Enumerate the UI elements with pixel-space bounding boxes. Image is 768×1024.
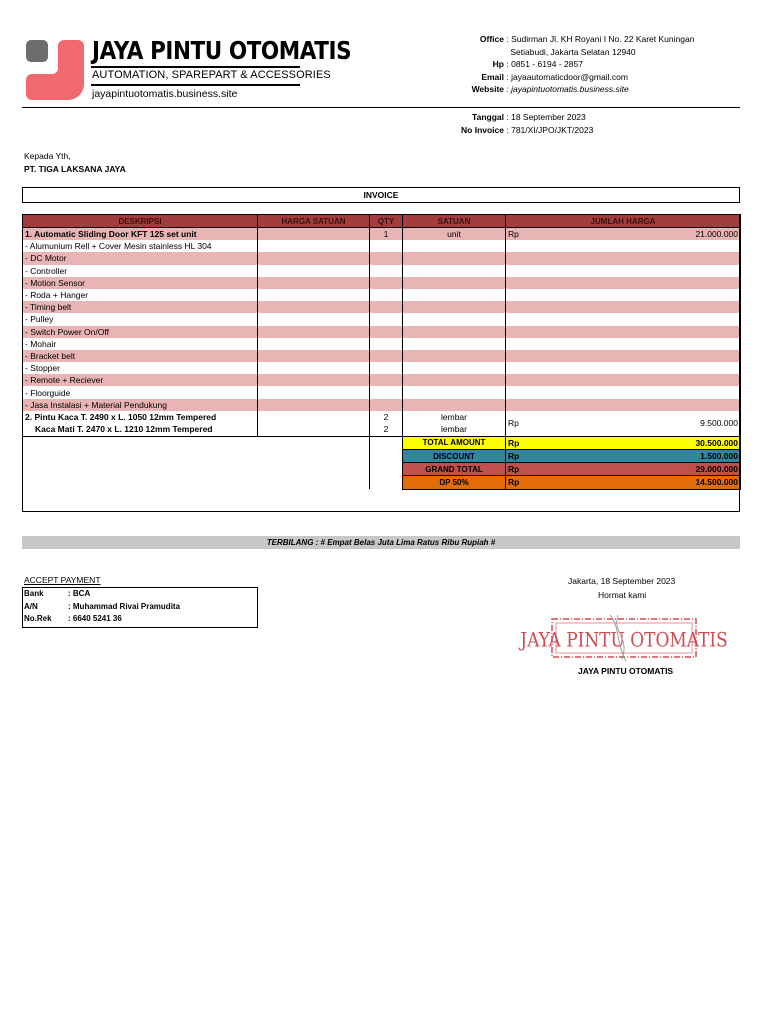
company-name: JAYA PINTU OTOMATIS <box>92 36 352 65</box>
sub-item: - Controller <box>23 265 258 277</box>
item-qty: 1 <box>370 228 403 241</box>
item-price <box>258 411 370 437</box>
office-line: Setiabudi, Jakarta Selatan 12940 <box>510 46 636 57</box>
col-header-harga: HARGA SATUAN <box>258 215 370 228</box>
item-qty: 2 2 <box>370 411 403 437</box>
table-row <box>23 228 741 241</box>
table-row <box>23 386 741 398</box>
item-desc: 2. Pintu Kaca T. 2490 x L. 1050 12mm Tempered Kaca Mati T. 2470 x L. 1210 12mm Tempered <box>23 411 258 437</box>
place-date: Jakarta, 18 September 2023 <box>568 576 676 586</box>
office-info <box>444 33 694 96</box>
discount-label: DISCOUNT <box>403 450 506 463</box>
table-row <box>23 277 741 289</box>
item-unit: unit <box>403 228 506 241</box>
payment-box <box>22 587 258 628</box>
table-row <box>23 326 741 338</box>
email-line: Email : jayaautomaticdoor@gmail.com <box>481 71 628 82</box>
table-row <box>23 362 741 374</box>
table-row <box>23 289 741 301</box>
company-site: jayapintuotomatis.business.site <box>92 88 238 100</box>
col-header-satuan: SATUAN <box>403 215 506 228</box>
invoice-title: INVOICE <box>22 187 740 203</box>
sub-item: - DC Motor <box>23 252 258 264</box>
sub-item: - Timing belt <box>23 301 258 313</box>
table-row <box>23 301 741 313</box>
table-row <box>23 411 741 437</box>
sub-item: - Pulley <box>23 313 258 325</box>
sub-item: - Motion Sensor <box>23 277 258 289</box>
table-row <box>23 350 741 362</box>
date-line: Tanggal : 18 September 2023 <box>472 112 586 122</box>
total-amount: Rp 30.500.000 <box>506 436 741 449</box>
svg-text:JAYA PINTU OTOMATIS: JAYA PINTU OTOMATIS <box>520 629 728 652</box>
sub-item: - Floorguide <box>23 386 258 398</box>
dp-amount: Rp 14.500.000 <box>506 476 741 489</box>
dp-label: DP 50% <box>403 476 506 489</box>
divider <box>91 66 300 68</box>
sub-item: - Mohair <box>23 338 258 350</box>
website-line: Website : jayapintuotomatis.business.site <box>471 84 629 95</box>
total-row <box>23 436 741 449</box>
sub-item: - Jasa Instalasi + Material Pendukung <box>23 399 258 411</box>
invoice-number-line: No Invoice : 781/XI/JPO/JKT/2023 <box>461 124 594 135</box>
company-logo-icon <box>24 38 88 102</box>
company-stamp-icon <box>520 613 728 663</box>
header-divider <box>22 107 740 108</box>
items-table <box>22 214 741 490</box>
col-header-jumlah: JUMLAH HARGA <box>506 215 741 228</box>
total-label: TOTAL AMOUNT <box>403 436 506 449</box>
invoice-meta <box>444 111 593 136</box>
company-tagline: AUTOMATION, SPAREPART & ACCESSORIES <box>92 69 331 81</box>
discount-amount: Rp 1.500.000 <box>506 450 741 463</box>
table-row <box>23 240 741 252</box>
item-amount: Rp 21.000.000 <box>506 228 741 241</box>
sub-item: - Switch Power On/Off <box>23 326 258 338</box>
item-desc: 1. Automatic Sliding Door KFT 125 set unit <box>23 228 258 241</box>
divider <box>91 84 300 86</box>
item-unit: lembar lembar <box>403 411 506 437</box>
amount-in-words: TERBILANG : # Empat Belas Juta Lima Ratus Ribu Rupiah # <box>22 536 740 549</box>
account-name-row: A/N : Muhammad Rivai Pramudita <box>24 601 181 611</box>
table-row <box>23 252 741 264</box>
sub-item: - Stopper <box>23 362 258 374</box>
phone-line: Hp : 0851 - 6194 - 2857 <box>492 59 583 70</box>
col-header-qty: QTY <box>370 215 403 228</box>
table-row <box>23 265 741 277</box>
col-header-deskripsi: DESKRIPSI <box>23 215 258 228</box>
table-row <box>23 399 741 411</box>
sub-item: - Remote + Reciever <box>23 374 258 386</box>
item-price <box>258 228 370 241</box>
item-amount: Rp 9.500.000 <box>506 411 741 437</box>
sub-item: - Bracket belt <box>23 350 258 362</box>
payment-title: ACCEPT PAYMENT <box>24 575 101 585</box>
signer-name: JAYA PINTU OTOMATIS <box>578 666 674 676</box>
sub-item: - Alumunium Rell + Cover Mesin stainless HL 304 <box>23 240 258 252</box>
recipient-name: PT. TIGA LAKSANA JAYA <box>24 164 126 174</box>
sub-item: - Roda + Hanger <box>23 289 258 301</box>
recipient-greeting: Kepada Yth, <box>24 151 71 161</box>
table-row <box>23 374 741 386</box>
account-number-row: No.Rek : 6640 5241 36 <box>24 614 122 623</box>
grand-total-amount: Rp 29.000.000 <box>506 463 741 476</box>
bank-row: Bank : BCA <box>24 589 91 598</box>
regards: Hormat kami <box>598 590 647 600</box>
grand-total-label: GRAND TOTAL <box>403 463 506 476</box>
table-row <box>23 313 741 325</box>
office-line: Office : Sudirman Jl. KH Royani I No. 22 Karet Kuningan <box>479 34 695 44</box>
table-row <box>23 338 741 350</box>
table-header-row <box>23 215 741 228</box>
